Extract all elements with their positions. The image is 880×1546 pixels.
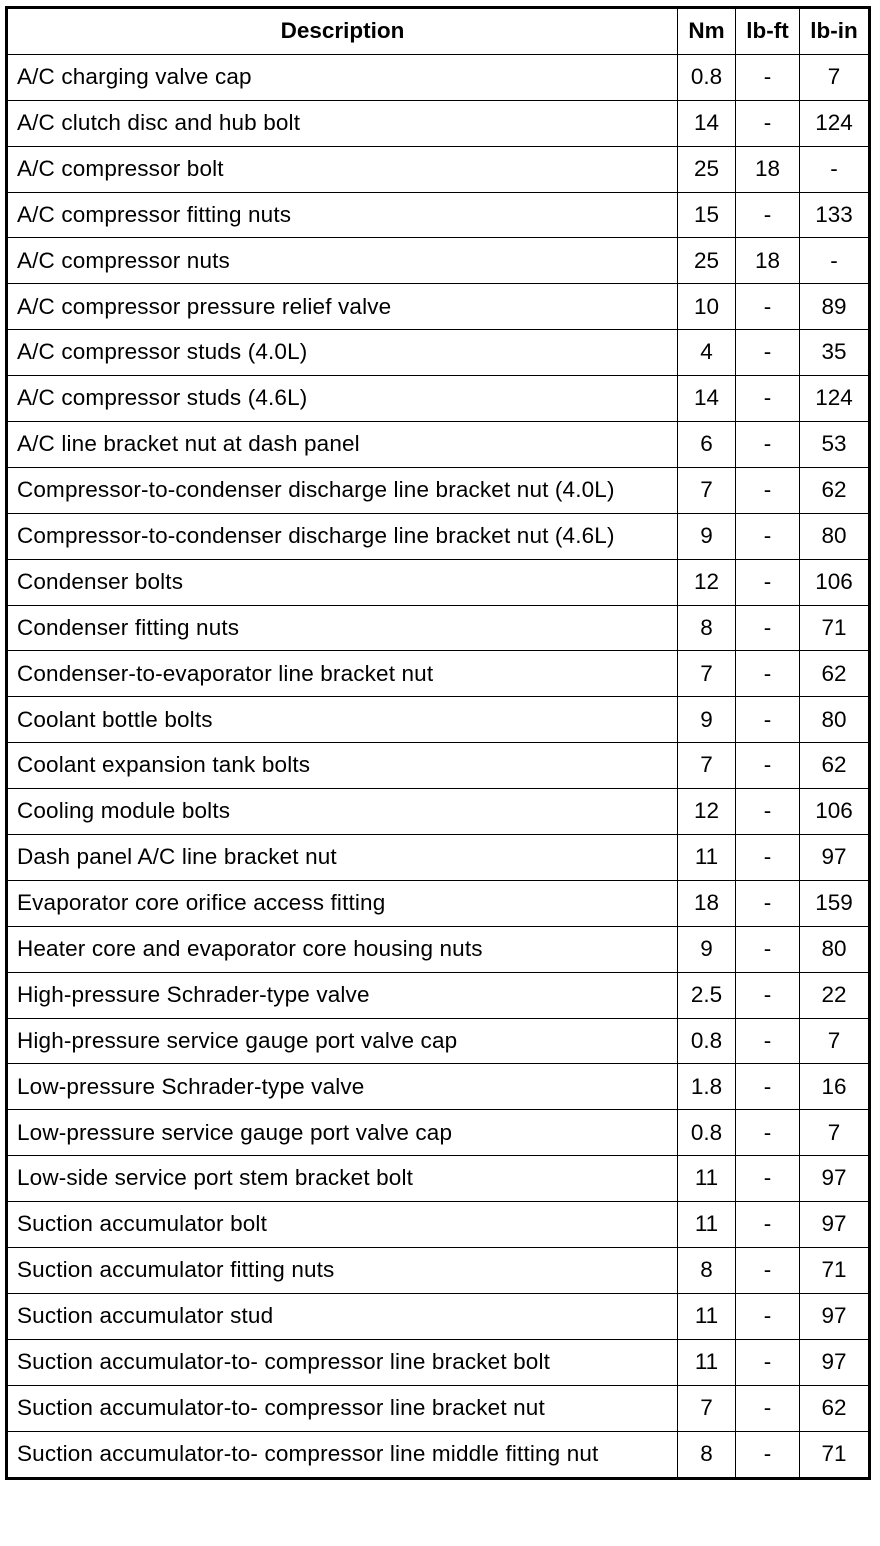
table-row [7, 1248, 870, 1294]
nm-cell: 7 [678, 467, 736, 513]
table-row [7, 651, 870, 697]
description-cell: Dash panel A/C line bracket nut [7, 835, 678, 881]
description-cell: Low-pressure Schrader-type valve [7, 1064, 678, 1110]
lb-in-cell: 7 [800, 1018, 870, 1064]
description-cell: Cooling module bolts [7, 789, 678, 835]
nm-cell: 7 [678, 1385, 736, 1431]
description-cell: A/C compressor bolt [7, 146, 678, 192]
table-row [7, 330, 870, 376]
description-cell: Heater core and evaporator core housing nuts [7, 926, 678, 972]
nm-cell: 11 [678, 1202, 736, 1248]
description-cell: Suction accumulator bolt [7, 1202, 678, 1248]
table-row [7, 1293, 870, 1339]
lb-ft-cell: - [736, 559, 800, 605]
lb-in-cell: 97 [800, 835, 870, 881]
lb-ft-cell: - [736, 1385, 800, 1431]
lb-ft-cell: - [736, 605, 800, 651]
description-cell: Evaporator core orifice access fitting [7, 880, 678, 926]
lb-in-cell: 97 [800, 1339, 870, 1385]
lb-ft-cell: - [736, 1018, 800, 1064]
nm-cell: 8 [678, 1248, 736, 1294]
lb-ft-cell: - [736, 1431, 800, 1478]
description-cell: A/C line bracket nut at dash panel [7, 422, 678, 468]
lb-ft-cell: - [736, 192, 800, 238]
table-row [7, 605, 870, 651]
table-row [7, 513, 870, 559]
lb-in-cell: 106 [800, 789, 870, 835]
nm-cell: 7 [678, 651, 736, 697]
lb-in-cell: 124 [800, 376, 870, 422]
nm-cell: 0.8 [678, 1110, 736, 1156]
lb-in-cell: 80 [800, 697, 870, 743]
table-row [7, 54, 870, 100]
table-row [7, 1431, 870, 1478]
nm-cell: 12 [678, 559, 736, 605]
lb-in-cell: - [800, 238, 870, 284]
lb-in-cell: 97 [800, 1202, 870, 1248]
lb-in-cell: 22 [800, 972, 870, 1018]
lb-in-cell: 35 [800, 330, 870, 376]
description-cell: Condenser bolts [7, 559, 678, 605]
lb-in-cell: 71 [800, 1248, 870, 1294]
lb-in-cell: 159 [800, 880, 870, 926]
lb-ft-cell: - [736, 972, 800, 1018]
nm-cell: 9 [678, 926, 736, 972]
description-cell: A/C compressor fitting nuts [7, 192, 678, 238]
lb-ft-cell: - [736, 1202, 800, 1248]
table-body [7, 54, 870, 1478]
table-row [7, 835, 870, 881]
lb-ft-cell: - [736, 1293, 800, 1339]
lb-in-cell: 89 [800, 284, 870, 330]
description-cell: Compressor-to-condenser discharge line bracket nut (4.6L) [7, 513, 678, 559]
table-row [7, 284, 870, 330]
lb-in-cell: 106 [800, 559, 870, 605]
lb-ft-cell: - [736, 789, 800, 835]
lb-in-cell: 71 [800, 605, 870, 651]
description-cell: A/C compressor nuts [7, 238, 678, 284]
lb-ft-cell: - [736, 1110, 800, 1156]
lb-in-cell: 71 [800, 1431, 870, 1478]
description-cell: Suction accumulator fitting nuts [7, 1248, 678, 1294]
lb-ft-cell: - [736, 835, 800, 881]
lb-ft-cell: - [736, 743, 800, 789]
description-cell: A/C compressor studs (4.0L) [7, 330, 678, 376]
lb-in-cell: 124 [800, 100, 870, 146]
table-row [7, 1110, 870, 1156]
description-cell: Condenser-to-evaporator line bracket nut [7, 651, 678, 697]
table-row [7, 1339, 870, 1385]
table-row [7, 972, 870, 1018]
table-row [7, 697, 870, 743]
nm-cell: 10 [678, 284, 736, 330]
description-cell: A/C charging valve cap [7, 54, 678, 100]
table-row [7, 743, 870, 789]
lb-in-cell: 16 [800, 1064, 870, 1110]
lb-in-cell: 97 [800, 1156, 870, 1202]
table-row [7, 146, 870, 192]
lb-in-cell: 97 [800, 1293, 870, 1339]
lb-in-cell: - [800, 146, 870, 192]
nm-cell: 6 [678, 422, 736, 468]
header-description: Description [7, 8, 678, 55]
table-row [7, 1202, 870, 1248]
table-row [7, 1064, 870, 1110]
description-cell: Compressor-to-condenser discharge line bracket nut (4.0L) [7, 467, 678, 513]
nm-cell: 25 [678, 238, 736, 284]
description-cell: A/C compressor studs (4.6L) [7, 376, 678, 422]
nm-cell: 8 [678, 1431, 736, 1478]
lb-ft-cell: - [736, 1156, 800, 1202]
table-row [7, 789, 870, 835]
header-row [7, 8, 870, 55]
table-row [7, 192, 870, 238]
lb-in-cell: 62 [800, 743, 870, 789]
nm-cell: 11 [678, 1293, 736, 1339]
nm-cell: 0.8 [678, 54, 736, 100]
lb-in-cell: 62 [800, 1385, 870, 1431]
nm-cell: 7 [678, 743, 736, 789]
lb-ft-cell: - [736, 697, 800, 743]
description-cell: Coolant bottle bolts [7, 697, 678, 743]
lb-ft-cell: 18 [736, 146, 800, 192]
lb-ft-cell: 18 [736, 238, 800, 284]
table-row [7, 238, 870, 284]
lb-ft-cell: - [736, 880, 800, 926]
lb-ft-cell: - [736, 1339, 800, 1385]
nm-cell: 15 [678, 192, 736, 238]
torque-spec-table [5, 6, 871, 1480]
nm-cell: 11 [678, 835, 736, 881]
description-cell: Coolant expansion tank bolts [7, 743, 678, 789]
nm-cell: 18 [678, 880, 736, 926]
lb-ft-cell: - [736, 1064, 800, 1110]
lb-ft-cell: - [736, 330, 800, 376]
description-cell: A/C clutch disc and hub bolt [7, 100, 678, 146]
header-lb-ft: lb-ft [736, 8, 800, 55]
table-row [7, 559, 870, 605]
lb-ft-cell: - [736, 422, 800, 468]
nm-cell: 11 [678, 1156, 736, 1202]
lb-in-cell: 62 [800, 467, 870, 513]
lb-ft-cell: - [736, 651, 800, 697]
table-row [7, 422, 870, 468]
nm-cell: 9 [678, 513, 736, 559]
nm-cell: 8 [678, 605, 736, 651]
lb-ft-cell: - [736, 926, 800, 972]
description-cell: Suction accumulator-to- compressor line middle fitting nut [7, 1431, 678, 1478]
lb-in-cell: 80 [800, 926, 870, 972]
nm-cell: 12 [678, 789, 736, 835]
description-cell: Condenser fitting nuts [7, 605, 678, 651]
nm-cell: 25 [678, 146, 736, 192]
table-row [7, 880, 870, 926]
nm-cell: 2.5 [678, 972, 736, 1018]
table-row [7, 926, 870, 972]
lb-in-cell: 53 [800, 422, 870, 468]
description-cell: Suction accumulator-to- compressor line bracket nut [7, 1385, 678, 1431]
nm-cell: 4 [678, 330, 736, 376]
lb-ft-cell: - [736, 376, 800, 422]
lb-ft-cell: - [736, 1248, 800, 1294]
lb-in-cell: 7 [800, 1110, 870, 1156]
nm-cell: 14 [678, 376, 736, 422]
lb-ft-cell: - [736, 513, 800, 559]
description-cell: High-pressure Schrader-type valve [7, 972, 678, 1018]
description-cell: A/C compressor pressure relief valve [7, 284, 678, 330]
lb-in-cell: 80 [800, 513, 870, 559]
table-row [7, 1018, 870, 1064]
table-row [7, 1385, 870, 1431]
lb-ft-cell: - [736, 54, 800, 100]
lb-ft-cell: - [736, 100, 800, 146]
lb-ft-cell: - [736, 467, 800, 513]
nm-cell: 14 [678, 100, 736, 146]
description-cell: Low-pressure service gauge port valve cap [7, 1110, 678, 1156]
table-row [7, 100, 870, 146]
table-row [7, 1156, 870, 1202]
nm-cell: 0.8 [678, 1018, 736, 1064]
lb-in-cell: 133 [800, 192, 870, 238]
nm-cell: 1.8 [678, 1064, 736, 1110]
header-lb-in: lb-in [800, 8, 870, 55]
description-cell: High-pressure service gauge port valve cap [7, 1018, 678, 1064]
lb-in-cell: 62 [800, 651, 870, 697]
nm-cell: 11 [678, 1339, 736, 1385]
description-cell: Suction accumulator stud [7, 1293, 678, 1339]
description-cell: Suction accumulator-to- compressor line bracket bolt [7, 1339, 678, 1385]
header-nm: Nm [678, 8, 736, 55]
table-row [7, 467, 870, 513]
lb-in-cell: 7 [800, 54, 870, 100]
table-row [7, 376, 870, 422]
description-cell: Low-side service port stem bracket bolt [7, 1156, 678, 1202]
nm-cell: 9 [678, 697, 736, 743]
lb-ft-cell: - [736, 284, 800, 330]
